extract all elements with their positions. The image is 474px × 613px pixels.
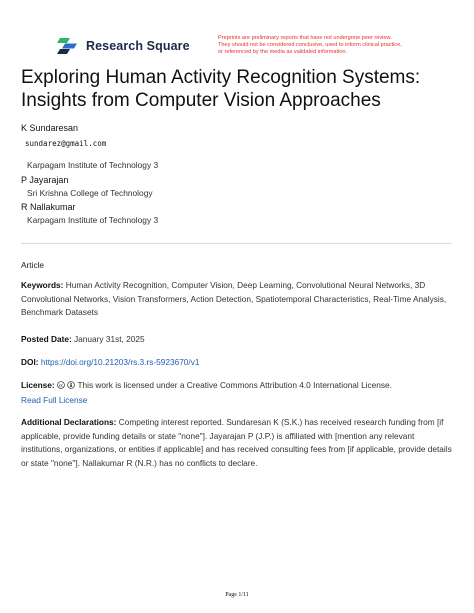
author-name: P Jayarajan bbox=[21, 175, 69, 185]
preprint-notice-line: or referenced by the media as validated information. bbox=[218, 49, 348, 56]
author-affiliation: Karpagam Institute of Technology 3 bbox=[27, 160, 159, 170]
license-text: This work is licensed under a Creative Commons Attribution 4.0 International License. bbox=[77, 380, 392, 390]
brand-name: Research Square bbox=[86, 39, 190, 53]
author-affiliation: Sri Krishna College of Technology bbox=[27, 188, 153, 198]
keywords-section bbox=[21, 279, 453, 320]
doi-section bbox=[21, 356, 453, 370]
author-name: K Sundaresan bbox=[21, 123, 79, 133]
paper-title bbox=[21, 66, 461, 112]
posted-date-label: Posted Date: bbox=[21, 334, 72, 344]
header bbox=[0, 0, 474, 62]
preprint-notice bbox=[218, 35, 448, 57]
svg-text:cc: cc bbox=[58, 383, 63, 388]
divider bbox=[21, 243, 452, 244]
author-name: R Nallakumar bbox=[21, 202, 76, 212]
preprint-notice-line: Preprints are preliminary reports that have not undergone peer review. bbox=[218, 35, 392, 41]
attribution-icon bbox=[67, 381, 75, 389]
creative-commons-icon bbox=[57, 381, 65, 389]
posted-date-value: January 31st, 2025 bbox=[74, 334, 145, 344]
author-block bbox=[21, 122, 461, 170]
keywords-label: Keywords: bbox=[21, 280, 64, 290]
declarations-label: Additional Declarations: bbox=[21, 417, 117, 427]
author-block bbox=[21, 174, 461, 198]
cc-by-icons bbox=[57, 380, 75, 394]
doi-link[interactable]: https://doi.org/10.21203/rs.3.rs-5923670/v1 bbox=[40, 357, 200, 367]
doi-label: DOI: bbox=[21, 357, 39, 367]
keywords-text: Human Activity Recognition, Computer Vision, Deep Learning, Convolutional Neural Networks, 3D Convolutional Networks, Vision Transformers, Action Detection, Spatiotemporal Characteristics, Real-Time Analysis, Benchmark Datasets bbox=[21, 280, 447, 318]
author-block bbox=[21, 201, 461, 225]
research-square-logo[interactable] bbox=[57, 36, 190, 56]
page-number: Page 1/11 bbox=[225, 592, 249, 598]
preprint-notice-line: They should not be considered conclusive, used to inform clinical practice, bbox=[218, 42, 402, 49]
paper-title-line: Exploring Human Activity Recognition Systems: bbox=[21, 67, 421, 88]
declarations-section bbox=[21, 416, 453, 470]
license-section bbox=[21, 379, 453, 407]
research-square-logo-icon bbox=[57, 36, 83, 56]
article-type bbox=[21, 259, 453, 273]
author-list bbox=[21, 122, 461, 225]
author-affiliation: Karpagam Institute of Technology 3 bbox=[27, 215, 159, 225]
posted-date-section bbox=[21, 333, 453, 347]
article-type-label: Article bbox=[21, 260, 45, 270]
declarations-text: Competing interest reported. Sundaresan K (S.K.) has received research funding from [if applicable, provide funding details or state "none"]. Jayarajan P (J.P.) is affiliated with [mention any relevant institutions, organizations, or entities if applicable] and has received consulting fees from [if applicable, provide details or state "none"]. Nallakumar R (N.R.) has no conflicts to declare. bbox=[21, 417, 452, 468]
read-full-license-link[interactable]: Read Full License bbox=[21, 394, 88, 405]
license-label: License: bbox=[21, 380, 55, 390]
paper-title-line: Insights from Computer Vision Approaches bbox=[21, 90, 381, 111]
author-email[interactable]: sundarez@gmail.com bbox=[25, 139, 107, 148]
